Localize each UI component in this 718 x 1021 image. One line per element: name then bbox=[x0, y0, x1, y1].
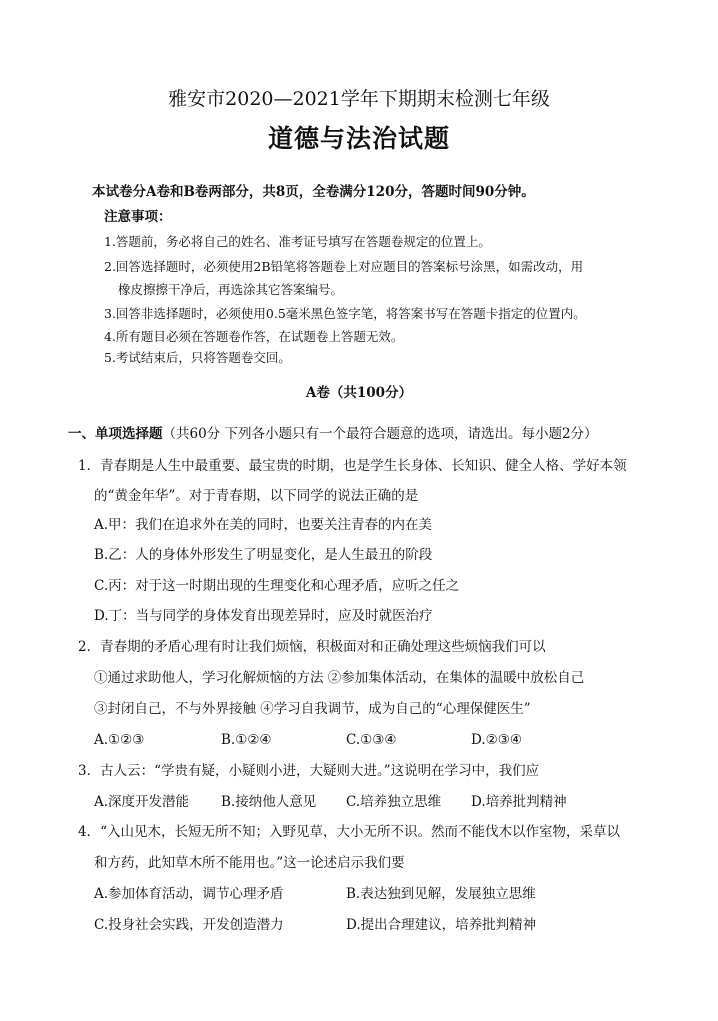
question-2-option-a: A.①②③ bbox=[94, 732, 145, 748]
question-3-option-a: A.深度开发潜能 bbox=[94, 794, 190, 810]
notice-item-5: 5.考试结束后，只将答题卷交回。 bbox=[104, 350, 291, 365]
question-2-line-3: ③封闭自己，不与外界接触 ④学习自我调节，成为自己的“心理保健医生” bbox=[94, 701, 531, 717]
question-1-line-2: 的“黄金年华”。对于青春期，以下同学的说法正确的是 bbox=[94, 488, 419, 504]
question-3-line-1: 3．古人云：“学贵有疑，小疑则小进，大疑则大进。”这说明在学习中，我们应 bbox=[78, 763, 540, 779]
part-one-desc: （共60分 下列各小题只有一个最符合题意的选项，请选出。每小题2分） bbox=[162, 426, 598, 442]
section-a-heading: A卷（共100分） bbox=[305, 385, 413, 401]
question-4-line-1: 4．“入山见木，长短无所不知；入野见草，大小无所不识。然而不能伐木以作室物，采草以 bbox=[78, 824, 620, 840]
notice-item-4: 4.所有题目必须在答题卷作答，在试题卷上答题无效。 bbox=[104, 329, 404, 344]
question-1-option-d: D.丁：当与同学的身体发育出现差异时，应及时就医治疗 bbox=[94, 608, 433, 624]
question-1-option-a: A.甲：我们在追求外在美的同时，也要关注青春的内在美 bbox=[94, 517, 433, 533]
question-2-option-c: C.①③④ bbox=[346, 732, 397, 748]
question-2-option-b: B.①②④ bbox=[221, 732, 272, 748]
notice-item-2-cont: 橡皮擦擦干净后，再选涂其它答案编号。 bbox=[118, 282, 344, 297]
question-1-option-b: B.乙：人的身体外形发生了明显变化，是人生最丑的阶段 bbox=[94, 547, 433, 563]
question-2-option-d: D.②③④ bbox=[471, 732, 522, 748]
question-4-option-b: B.表达独到见解，发展独立思维 bbox=[346, 886, 536, 902]
question-2-line-1: 2．青春期的矛盾心理有时让我们烦恼，积极面对和正确处理这些烦恼我们可以 bbox=[78, 639, 546, 655]
part-one-heading bbox=[68, 428, 598, 442]
question-1-line-1: 1．青春期是人生中最重要、最宝贵的时期，也是学生长身体、长知识、健全人格、学好本领 bbox=[78, 458, 627, 474]
question-3-option-d: D.培养批判精神 bbox=[471, 794, 567, 810]
notice-heading: 注意事项： bbox=[104, 209, 172, 225]
question-4-option-c: C.投身社会实践，开发创造潜力 bbox=[94, 917, 284, 933]
question-3-option-b: B.接纳他人意见 bbox=[221, 794, 317, 810]
question-2-line-2: ①通过求助他人，学习化解烦恼的方法 ②参加集体活动，在集体的温暖中放松自己 bbox=[94, 670, 585, 686]
notice-item-1: 1.答题前，务必将自己的姓名、准考证号填写在答题卷规定的位置上。 bbox=[104, 234, 491, 249]
part-one-title: 一、单项选择题 bbox=[68, 426, 163, 442]
exam-intro: 本试卷分A卷和B卷两部分，共8页，全卷满分120分，答题时间90分钟。 bbox=[92, 184, 535, 200]
notice-item-2: 2.回答选择题时，必须使用2B铅笔将答题卷上对应题目的答案标号涂黑，如需改动，用 bbox=[104, 259, 584, 274]
notice-item-3: 3.回答非选择题时，必须使用0.5毫米黑色签字笔，将答案书写在答题卡指定的位置内。 bbox=[104, 306, 586, 321]
exam-title: 雅安市2020—2021学年下期期末检测七年级 bbox=[168, 88, 550, 110]
question-1-option-c: C.丙：对于这一时期出现的生理变化和心理矛盾，应听之任之 bbox=[94, 578, 460, 594]
question-4-option-a: A.参加体育活动，调节心理矛盾 bbox=[94, 886, 284, 902]
question-4-line-2: 和方药，此知草木所不能用也。”这一论述启示我们要 bbox=[94, 855, 405, 871]
exam-subtitle: 道德与法治试题 bbox=[267, 124, 450, 153]
question-4-option-d: D.提出合理建议，培养批判精神 bbox=[346, 917, 537, 933]
question-3-option-c: C.培养独立思维 bbox=[346, 794, 442, 810]
